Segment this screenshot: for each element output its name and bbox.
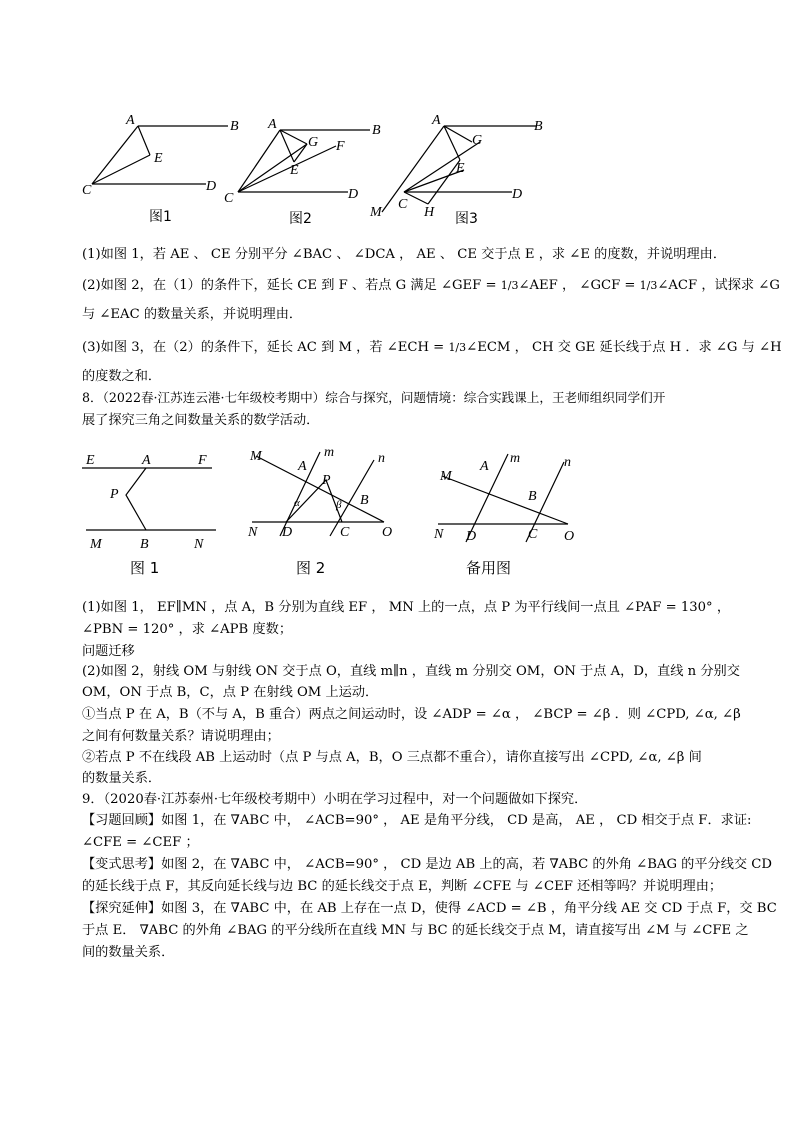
svg-text:M: M bbox=[90, 537, 102, 552]
q7-part3: (3)如图 3，在（2）的条件下，延长 AC 到 M ，若 ∠ECH = 1/3∠ECM ， CH 交 GE 延长线于点 H ．求 ∠G 与 ∠H bbox=[82, 340, 782, 355]
svg-text:C: C bbox=[224, 191, 234, 206]
figure-caption: 图 2 bbox=[296, 559, 326, 577]
svg-text:C: C bbox=[528, 527, 538, 542]
svg-text:N: N bbox=[434, 527, 444, 542]
svg-text:D: D bbox=[282, 525, 293, 540]
svg-text:B: B bbox=[372, 123, 381, 138]
svg-text:O: O bbox=[564, 529, 575, 544]
svg-text:P: P bbox=[110, 487, 119, 502]
svg-text:B: B bbox=[360, 493, 369, 508]
q8-figure-spare bbox=[432, 448, 582, 548]
q8-figure-2 bbox=[246, 446, 406, 546]
svg-text:F: F bbox=[198, 453, 207, 468]
figure-caption: 图3 bbox=[455, 211, 478, 227]
svg-text:N: N bbox=[248, 525, 258, 540]
q8-figure-1 bbox=[82, 448, 222, 553]
svg-text:M: M bbox=[370, 205, 382, 220]
svg-text:A: A bbox=[298, 459, 307, 474]
svg-text:A: A bbox=[480, 459, 489, 474]
fraction: 1/3 bbox=[500, 279, 519, 292]
figure-3 bbox=[368, 112, 548, 222]
svg-text:C: C bbox=[398, 197, 408, 212]
svg-text:E: E bbox=[154, 151, 163, 166]
figure-caption: 图2 bbox=[289, 211, 312, 227]
svg-text:m: m bbox=[324, 445, 335, 460]
q9-extension-cont: 于点 E． ∇ABC 的外角 ∠BAG 的平分线所在直线 MN 与 BC 的延长线交于点 M，请直接写出 ∠M 与 ∠CFE 之 bbox=[82, 923, 749, 938]
q9-variant-cont: 的延长线于点 F，其反向延长线与边 BC 的延长线交于点 E，判断 ∠CFE 与 ∠CEF 还相等吗？并说明理由； bbox=[82, 879, 723, 894]
figure-caption: 备用图 bbox=[466, 559, 512, 577]
svg-text:F: F bbox=[336, 139, 345, 154]
svg-text:D: D bbox=[466, 529, 477, 544]
q8-heading: 8．（2022春·江苏连云港·七年级校考期中）综合与探究，问题情境：综合实践课上，王老师组织同学们开 bbox=[82, 390, 666, 405]
q8-part2-cont: OM，ON 于点 B，C，点 P 在射线 OM 上运动． bbox=[82, 685, 379, 700]
svg-text:B: B bbox=[528, 489, 537, 504]
svg-text:E: E bbox=[456, 161, 465, 176]
q8-case2: ②若点 P 不在线段 AB 上运动时（点 P 与点 A，B，O 三点都不重合），请你直接写出 ∠CPD, ∠α, ∠β 间 bbox=[82, 750, 702, 765]
q8-heading-cont: 展了探究三角之间数量关系的数学活动． bbox=[82, 413, 320, 428]
fraction: 1/3 bbox=[448, 341, 467, 354]
svg-text:n: n bbox=[564, 455, 571, 470]
svg-text:D: D bbox=[512, 187, 523, 202]
q7-part1: (1)如图 1，若 AE 、 CE 分别平分 ∠BAC 、 ∠DCA ， AE 、 CE 交于点 E ，求 ∠E 的度数，并说明理由． bbox=[82, 247, 727, 262]
q8-migrate-heading: 问题迁移 bbox=[82, 644, 135, 659]
q9-heading: 9．（2020春·江苏泰州·七年级校考期中）小明在学习过程中，对一个问题做如下探究． bbox=[82, 792, 588, 807]
svg-text:D: D bbox=[206, 179, 217, 194]
svg-text:B: B bbox=[140, 537, 149, 552]
q8-part1: (1)如图 1， EF∥MN ，点 A，B 分别为直线 EF ， MN 上的一点，点 P 为平行线间一点且 ∠PAF = 130° ， bbox=[82, 600, 731, 615]
figure-caption: 图1 bbox=[149, 209, 172, 225]
svg-text:A: A bbox=[126, 113, 135, 128]
svg-text:N: N bbox=[194, 537, 204, 552]
svg-text:M: M bbox=[250, 449, 262, 464]
svg-text:A: A bbox=[142, 453, 151, 468]
q9-extension-cont2: 间的数量关系． bbox=[82, 945, 175, 960]
q7-part2-cont: 与 ∠EAC 的数量关系，并说明理由． bbox=[82, 307, 303, 322]
figure-caption: 图 1 bbox=[130, 559, 160, 577]
svg-text:E: E bbox=[290, 163, 299, 178]
svg-text:C: C bbox=[340, 525, 350, 540]
svg-text:O: O bbox=[382, 525, 393, 540]
svg-text:D: D bbox=[348, 187, 359, 202]
q8-case2-cont: 的数量关系． bbox=[82, 771, 162, 786]
q7-part3-cont: 的度数之和． bbox=[82, 369, 162, 384]
svg-text:B: B bbox=[230, 119, 239, 134]
svg-text:n: n bbox=[378, 451, 385, 466]
svg-text:B: B bbox=[534, 119, 543, 134]
svg-text:A: A bbox=[432, 113, 441, 128]
fraction: 1/3 bbox=[639, 279, 658, 292]
svg-text:m: m bbox=[510, 451, 521, 466]
svg-text:α: α bbox=[294, 497, 300, 509]
svg-text:G: G bbox=[308, 135, 319, 150]
svg-text:G: G bbox=[472, 133, 483, 148]
svg-text:E: E bbox=[86, 453, 95, 468]
svg-text:A: A bbox=[268, 117, 277, 132]
q7-part2: (2)如图 2，在（1）的条件下，延长 CE 到 F 、若点 G 满足 ∠GEF = 1/3∠AEF ， ∠GCF = 1/3∠ACF ，试探求 ∠G bbox=[82, 278, 780, 293]
q9-variant: 【变式思考】如图 2，在 ∇ABC 中， ∠ACB=90° ， CD 是边 AB 上的高，若 ∇ABC 的外角 ∠BAG 的平分线交 CD bbox=[82, 857, 772, 872]
q8-case1-cont: 之间有何数量关系？请说明理由； bbox=[82, 729, 280, 744]
q9-extension: 【探究延伸】如图 3，在 ∇ABC 中，在 AB 上存在一点 D，使得 ∠ACD = ∠B ，角平分线 AE 交 CD 于点 F，交 BC bbox=[82, 901, 777, 916]
q8-part2: (2)如图 2，射线 OM 与射线 ON 交于点 O，直线 m∥n ，直线 m 分别交 OM，ON 于点 A，D，直线 n 分别交 bbox=[82, 664, 740, 679]
svg-text:M: M bbox=[440, 469, 452, 484]
svg-text:H: H bbox=[424, 205, 435, 220]
svg-text:β: β bbox=[336, 499, 342, 511]
svg-text:C: C bbox=[82, 183, 92, 198]
q9-review-cont: ∠CFE = ∠CEF ； bbox=[82, 835, 199, 850]
q8-part1-cont: ∠PBN = 120° ，求 ∠APB 度数； bbox=[82, 622, 293, 637]
q8-case1: ①当点 P 在 A，B（不与 A，B 重合）两点之间运动时，设 ∠ADP = ∠α ， ∠BCP = ∠β ．则 ∠CPD, ∠α, ∠β bbox=[82, 707, 741, 722]
q9-review: 【习题回顾】如图 1，在 ∇ABC 中， ∠ACB=90° ， AE 是角平分线， CD 是高， AE ， CD 相交于点 F．求证: bbox=[82, 813, 752, 828]
svg-text:P: P bbox=[322, 473, 331, 488]
